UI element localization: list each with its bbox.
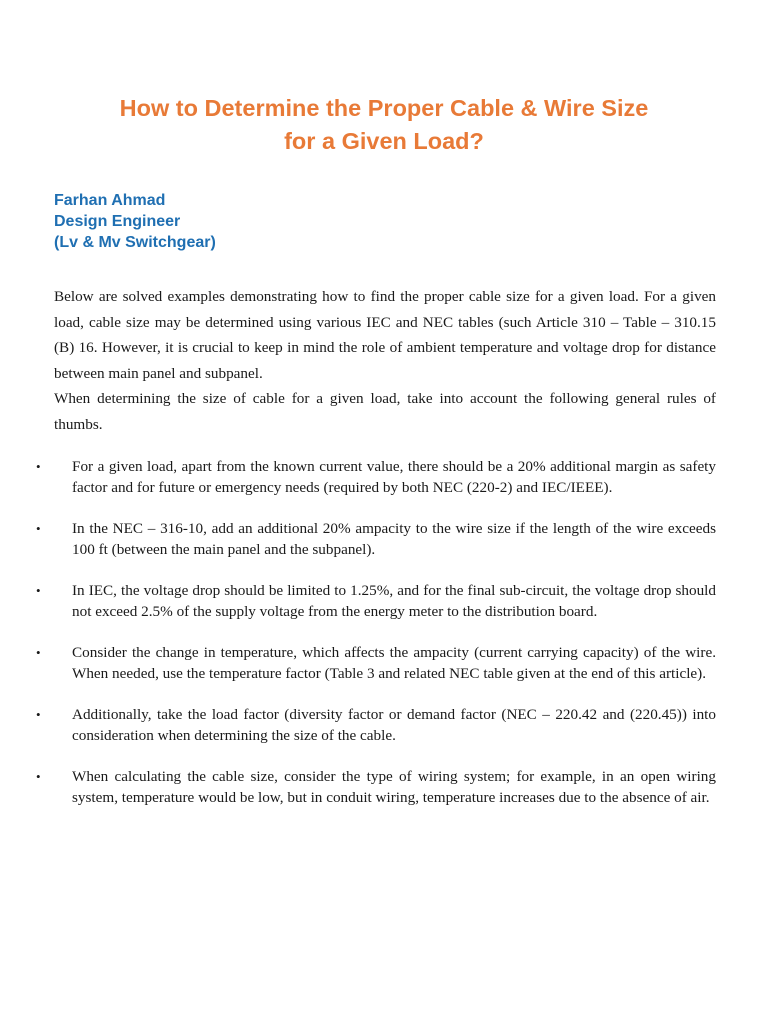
- intro-section: [54, 284, 716, 437]
- rules-list: [34, 456, 716, 828]
- bullet-icon: •: [36, 769, 41, 784]
- list-item-text: For a given load, apart from the known current value, there should be a 20% additional margin as safety factor and for future or emergency needs (required by both NEC (220-2) and IEC/IEEE).: [72, 458, 716, 496]
- list-item-text: Consider the change in temperature, which affects the ampacity (current carrying capacity) of the wire. When needed, use the temperature factor (Table 3 and related NEC table given at the end of this article).: [72, 644, 716, 682]
- list-item: [34, 766, 716, 808]
- bullet-icon: •: [36, 521, 41, 536]
- intro-paragraph-1: Below are solved examples demonstrating how to find the proper cable size for a given load. For a given load, cable size may be determined using various IEC and NEC tables (such Article 310 – Table – 310.15 (B) 16. However, it is crucial to keep in mind the role of ambient temperature and voltage drop for distance between main panel and subpanel.: [54, 288, 716, 382]
- bullet-icon: •: [36, 583, 41, 598]
- bullet-icon: •: [36, 459, 41, 474]
- list-item: [34, 580, 716, 622]
- list-item: [34, 704, 716, 746]
- author-name: Farhan Ahmad: [54, 192, 166, 209]
- list-item-text: Additionally, take the load factor (diversity factor or demand factor (NEC – 220.42 and (220.45)) into consideration when determining the size of the cable.: [72, 706, 716, 744]
- title-line-2: for a Given Load?: [284, 128, 484, 154]
- title-line-1: How to Determine the Proper Cable & Wire Size: [119, 95, 649, 121]
- author-department: (Lv & Mv Switchgear): [54, 234, 216, 251]
- list-item-text: In the NEC – 316-10, add an additional 20% ampacity to the wire size if the length of the wire exceeds 100 ft (between the main panel and the subpanel).: [72, 520, 716, 558]
- list-item: [34, 518, 716, 560]
- list-item: [34, 642, 716, 684]
- bullet-icon: •: [36, 645, 41, 660]
- author-role: Design Engineer: [54, 213, 181, 230]
- list-item: [34, 456, 716, 498]
- bullet-icon: •: [36, 707, 41, 722]
- author-block: [54, 190, 216, 253]
- document-title: [40, 92, 728, 158]
- list-item-text: In IEC, the voltage drop should be limited to 1.25%, and for the final sub-circuit, the voltage drop should not exceed 2.5% of the supply voltage from the energy meter to the distribution board.: [72, 582, 716, 620]
- list-item-text: When calculating the cable size, consider the type of wiring system; for example, in an open wiring system, temperature would be low, but in conduit wiring, temperature increases due to the absence of air.: [72, 768, 716, 806]
- intro-paragraph-2: When determining the size of cable for a given load, take into account the following general rules of thumbs.: [54, 390, 716, 433]
